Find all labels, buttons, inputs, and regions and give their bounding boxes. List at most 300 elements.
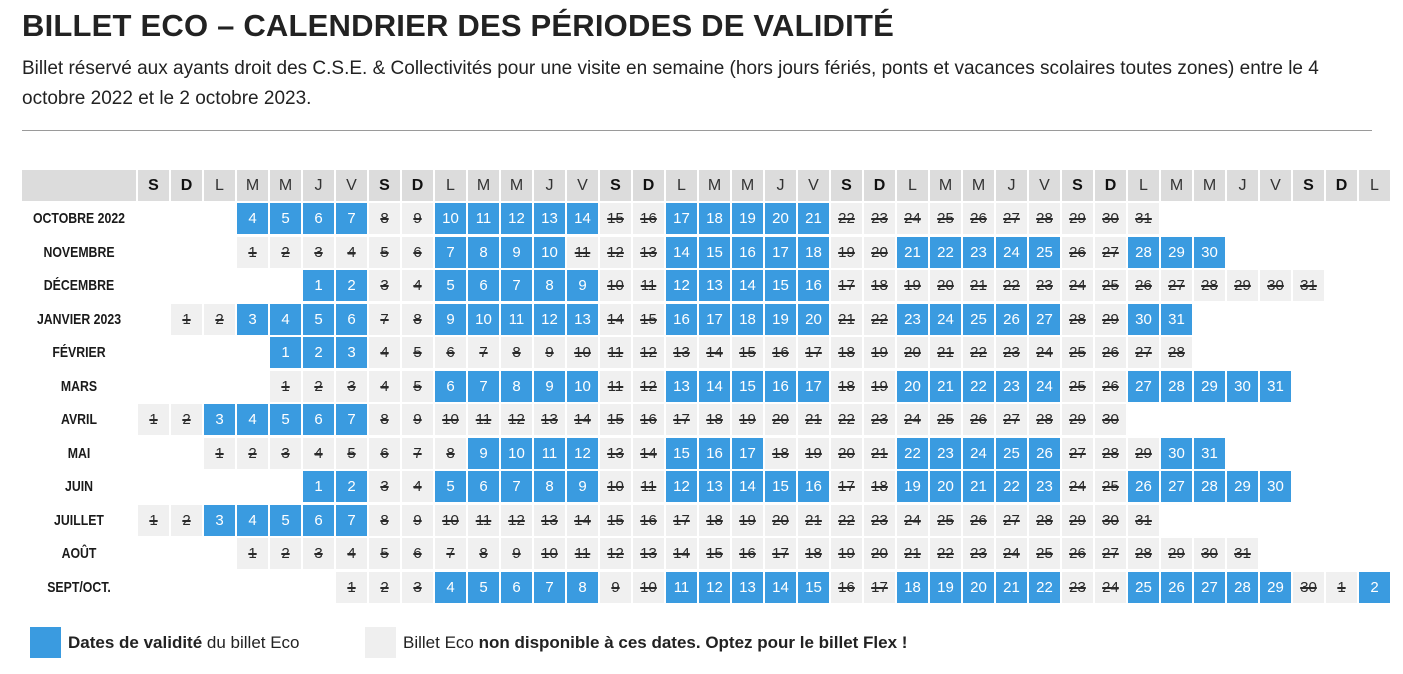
unavailable-day-cell: 1 bbox=[270, 371, 301, 402]
valid-day-cell: 16 bbox=[699, 438, 730, 469]
empty-cell bbox=[171, 371, 202, 402]
weekday-header-cell: V bbox=[798, 170, 829, 201]
valid-day-cell: 23 bbox=[1029, 471, 1060, 502]
valid-day-cell: 14 bbox=[765, 572, 796, 603]
unavailable-day-cell: 29 bbox=[1161, 538, 1192, 569]
unavailable-day-cell: 9 bbox=[402, 404, 433, 435]
valid-day-cell: 27 bbox=[1161, 471, 1192, 502]
unavailable-day-cell: 8 bbox=[369, 505, 400, 536]
valid-day-cell: 4 bbox=[237, 203, 268, 234]
weekday-header-cell: M bbox=[1161, 170, 1192, 201]
valid-day-cell: 5 bbox=[435, 471, 466, 502]
empty-cell bbox=[237, 471, 268, 502]
unavailable-day-cell: 12 bbox=[633, 337, 664, 368]
weekday-header-cell: J bbox=[534, 170, 565, 201]
valid-day-cell: 12 bbox=[567, 438, 598, 469]
valid-day-cell: 12 bbox=[534, 304, 565, 335]
empty-cell bbox=[1161, 505, 1192, 536]
valid-day-cell: 26 bbox=[1029, 438, 1060, 469]
empty-cell bbox=[1359, 471, 1390, 502]
unavailable-day-cell: 22 bbox=[996, 270, 1027, 301]
unavailable-day-cell: 16 bbox=[633, 505, 664, 536]
weekday-header-cell: D bbox=[402, 170, 433, 201]
valid-day-cell: 30 bbox=[1194, 237, 1225, 268]
valid-day-cell: 22 bbox=[897, 438, 928, 469]
valid-day-cell: 27 bbox=[1029, 304, 1060, 335]
unavailable-day-cell: 1 bbox=[1326, 572, 1357, 603]
valid-day-cell: 21 bbox=[930, 371, 961, 402]
unavailable-day-cell: 24 bbox=[996, 538, 1027, 569]
unavailable-day-cell: 4 bbox=[369, 371, 400, 402]
valid-day-cell: 26 bbox=[996, 304, 1027, 335]
unavailable-day-cell: 9 bbox=[402, 505, 433, 536]
empty-cell bbox=[237, 371, 268, 402]
valid-day-cell: 1 bbox=[270, 337, 301, 368]
valid-day-cell: 9 bbox=[567, 471, 598, 502]
valid-day-cell: 24 bbox=[963, 438, 994, 469]
unavailable-day-cell: 28 bbox=[1161, 337, 1192, 368]
valid-day-cell: 19 bbox=[732, 203, 763, 234]
page-subtitle: Billet réservé aux ayants droit des C.S.E. & Collectivités pour une visite en semaine (hors jours fériés, ponts et vacances scolaires toutes zones) entre le 4 octobre 2022 et le 2 octobre 2023. bbox=[22, 58, 1319, 109]
valid-day-cell: 20 bbox=[930, 471, 961, 502]
empty-cell bbox=[237, 270, 268, 301]
unavailable-day-cell: 26 bbox=[1095, 371, 1126, 402]
month-label: AVRIL bbox=[60, 411, 97, 429]
valid-day-cell: 29 bbox=[1227, 471, 1258, 502]
valid-day-cell: 21 bbox=[798, 203, 829, 234]
empty-cell bbox=[171, 203, 202, 234]
unavailable-day-cell: 1 bbox=[336, 572, 367, 603]
valid-day-cell: 11 bbox=[666, 572, 697, 603]
valid-day-cell: 6 bbox=[468, 471, 499, 502]
empty-cell bbox=[1161, 404, 1192, 435]
empty-cell bbox=[171, 572, 202, 603]
valid-day-cell: 13 bbox=[699, 471, 730, 502]
unavailable-day-cell: 20 bbox=[864, 538, 895, 569]
valid-day-cell: 10 bbox=[534, 237, 565, 268]
valid-day-cell: 30 bbox=[1260, 471, 1291, 502]
unavailable-day-cell: 10 bbox=[633, 572, 664, 603]
valid-day-cell: 4 bbox=[237, 505, 268, 536]
unavailable-day-cell: 18 bbox=[831, 371, 862, 402]
valid-day-cell: 12 bbox=[501, 203, 532, 234]
empty-cell bbox=[1293, 337, 1324, 368]
unavailable-day-cell: 13 bbox=[633, 538, 664, 569]
valid-day-cell: 29 bbox=[1260, 572, 1291, 603]
unavailable-day-cell: 2 bbox=[270, 538, 301, 569]
weekday-header-cell: S bbox=[1062, 170, 1093, 201]
unavailable-day-cell: 19 bbox=[732, 505, 763, 536]
valid-day-cell: 24 bbox=[1029, 371, 1060, 402]
valid-day-cell: 11 bbox=[534, 438, 565, 469]
valid-day-cell: 31 bbox=[1260, 371, 1291, 402]
weekday-header-cell: D bbox=[633, 170, 664, 201]
unavailable-day-cell: 28 bbox=[1095, 438, 1126, 469]
unavailable-day-cell: 30 bbox=[1095, 203, 1126, 234]
weekday-header-cell: J bbox=[1227, 170, 1258, 201]
unavailable-day-cell: 23 bbox=[1062, 572, 1093, 603]
empty-cell bbox=[1161, 203, 1192, 234]
unavailable-day-cell: 27 bbox=[1161, 270, 1192, 301]
unavailable-day-cell: 12 bbox=[501, 404, 532, 435]
unavailable-day-cell: 5 bbox=[336, 438, 367, 469]
empty-cell bbox=[1326, 304, 1357, 335]
empty-cell bbox=[1227, 505, 1258, 536]
valid-day-cell: 4 bbox=[270, 304, 301, 335]
unavailable-day-cell: 31 bbox=[1128, 505, 1159, 536]
unavailable-day-cell: 18 bbox=[699, 404, 730, 435]
unavailable-day-cell: 7 bbox=[369, 304, 400, 335]
month-label: JUIN bbox=[64, 478, 94, 496]
unavailable-day-cell: 11 bbox=[567, 538, 598, 569]
unavailable-day-cell: 19 bbox=[798, 438, 829, 469]
weekday-header-cell: M bbox=[468, 170, 499, 201]
valid-day-cell: 6 bbox=[435, 371, 466, 402]
unavailable-day-cell: 23 bbox=[864, 203, 895, 234]
unavailable-day-cell: 15 bbox=[600, 505, 631, 536]
valid-day-cell: 2 bbox=[336, 471, 367, 502]
valid-day-cell: 3 bbox=[204, 505, 235, 536]
unavailable-day-cell: 11 bbox=[633, 270, 664, 301]
empty-cell bbox=[1194, 304, 1225, 335]
valid-day-cell: 20 bbox=[798, 304, 829, 335]
valid-day-cell: 5 bbox=[270, 203, 301, 234]
month-row bbox=[22, 304, 1390, 335]
unavailable-day-cell: 3 bbox=[369, 471, 400, 502]
unavailable-day-cell: 27 bbox=[996, 404, 1027, 435]
empty-cell bbox=[1326, 371, 1357, 402]
unavailable-day-cell: 30 bbox=[1095, 404, 1126, 435]
unavailable-day-cell: 24 bbox=[897, 203, 928, 234]
unavailable-day-cell: 17 bbox=[765, 538, 796, 569]
unavailable-day-cell: 22 bbox=[831, 404, 862, 435]
weekday-header-cell: S bbox=[138, 170, 169, 201]
valid-day-cell: 29 bbox=[1161, 237, 1192, 268]
unavailable-day-cell: 12 bbox=[600, 237, 631, 268]
empty-cell bbox=[138, 304, 169, 335]
legend-unavailable-bold: non disponible à ces dates. Optez pour le billet Flex ! bbox=[478, 632, 908, 652]
valid-day-cell: 2 bbox=[303, 337, 334, 368]
empty-cell bbox=[204, 538, 235, 569]
unavailable-day-cell: 30 bbox=[1095, 505, 1126, 536]
unavailable-day-cell: 1 bbox=[237, 538, 268, 569]
unavailable-day-cell: 19 bbox=[864, 371, 895, 402]
unavailable-day-cell: 17 bbox=[666, 404, 697, 435]
unavailable-day-cell: 26 bbox=[963, 203, 994, 234]
legend-valid-rest: du billet Eco bbox=[202, 632, 300, 652]
unavailable-day-cell: 6 bbox=[402, 538, 433, 569]
valid-day-cell: 13 bbox=[534, 203, 565, 234]
valid-day-cell: 18 bbox=[897, 572, 928, 603]
unavailable-day-cell: 2 bbox=[270, 237, 301, 268]
valid-day-cell: 6 bbox=[468, 270, 499, 301]
valid-day-cell: 17 bbox=[732, 438, 763, 469]
unavailable-day-cell: 17 bbox=[831, 471, 862, 502]
valid-day-cell: 3 bbox=[204, 404, 235, 435]
unavailable-day-cell: 4 bbox=[402, 471, 433, 502]
unavailable-day-cell: 29 bbox=[1062, 203, 1093, 234]
valid-day-cell: 7 bbox=[336, 505, 367, 536]
unavailable-day-cell: 27 bbox=[1095, 538, 1126, 569]
empty-cell bbox=[138, 337, 169, 368]
month-label: FÉVRIER bbox=[52, 344, 106, 362]
unavailable-day-cell: 30 bbox=[1293, 572, 1324, 603]
empty-cell bbox=[1194, 505, 1225, 536]
unavailable-day-cell: 13 bbox=[666, 337, 697, 368]
empty-cell bbox=[303, 572, 334, 603]
unavailable-day-cell: 14 bbox=[699, 337, 730, 368]
month-row bbox=[22, 404, 1390, 435]
unavailable-day-cell: 23 bbox=[996, 337, 1027, 368]
unavailable-day-cell: 28 bbox=[1029, 404, 1060, 435]
unavailable-day-cell: 21 bbox=[864, 438, 895, 469]
empty-cell bbox=[1227, 237, 1258, 268]
empty-cell bbox=[1293, 304, 1324, 335]
valid-day-cell: 6 bbox=[303, 203, 334, 234]
empty-cell bbox=[1326, 203, 1357, 234]
empty-cell bbox=[1326, 237, 1357, 268]
unavailable-day-cell: 19 bbox=[831, 237, 862, 268]
unavailable-day-cell: 10 bbox=[534, 538, 565, 569]
valid-day-cell: 22 bbox=[1029, 572, 1060, 603]
unavailable-day-cell: 3 bbox=[303, 538, 334, 569]
weekday-header-cell: S bbox=[831, 170, 862, 201]
empty-cell bbox=[1260, 304, 1291, 335]
unavailable-day-cell: 2 bbox=[303, 371, 334, 402]
unavailable-day-cell: 18 bbox=[765, 438, 796, 469]
valid-day-cell: 6 bbox=[501, 572, 532, 603]
empty-cell bbox=[171, 438, 202, 469]
valid-day-cell: 21 bbox=[963, 471, 994, 502]
unavailable-day-cell: 11 bbox=[633, 471, 664, 502]
valid-day-cell: 5 bbox=[435, 270, 466, 301]
unavailable-day-cell: 28 bbox=[1194, 270, 1225, 301]
empty-cell bbox=[138, 538, 169, 569]
valid-day-cell: 1 bbox=[303, 471, 334, 502]
valid-day-cell: 23 bbox=[996, 371, 1027, 402]
unavailable-day-cell: 14 bbox=[600, 304, 631, 335]
valid-day-cell: 20 bbox=[963, 572, 994, 603]
unavailable-day-cell: 7 bbox=[402, 438, 433, 469]
empty-cell bbox=[1293, 438, 1324, 469]
empty-cell bbox=[204, 371, 235, 402]
valid-day-cell: 12 bbox=[699, 572, 730, 603]
valid-day-cell: 7 bbox=[336, 203, 367, 234]
valid-day-cell: 18 bbox=[699, 203, 730, 234]
empty-cell bbox=[171, 237, 202, 268]
valid-day-cell: 10 bbox=[435, 203, 466, 234]
unavailable-day-cell: 25 bbox=[1029, 538, 1060, 569]
unavailable-day-cell: 10 bbox=[600, 471, 631, 502]
valid-day-cell: 23 bbox=[930, 438, 961, 469]
month-row bbox=[22, 371, 1390, 402]
empty-cell bbox=[1326, 438, 1357, 469]
month-label: JANVIER 2023 bbox=[36, 310, 122, 328]
empty-cell bbox=[204, 337, 235, 368]
empty-cell bbox=[1227, 404, 1258, 435]
unavailable-day-cell: 5 bbox=[402, 371, 433, 402]
valid-day-cell: 14 bbox=[699, 371, 730, 402]
valid-day-cell: 17 bbox=[765, 237, 796, 268]
empty-cell bbox=[171, 337, 202, 368]
unavailable-day-cell: 15 bbox=[600, 404, 631, 435]
empty-cell bbox=[1326, 337, 1357, 368]
valid-day-cell: 25 bbox=[1128, 572, 1159, 603]
empty-cell bbox=[138, 237, 169, 268]
empty-cell bbox=[1293, 471, 1324, 502]
unavailable-day-cell: 10 bbox=[567, 337, 598, 368]
empty-cell bbox=[1293, 404, 1324, 435]
empty-cell bbox=[171, 471, 202, 502]
weekday-header-cell: L bbox=[1359, 170, 1390, 201]
valid-day-cell: 18 bbox=[732, 304, 763, 335]
empty-cell bbox=[1359, 203, 1390, 234]
valid-day-cell: 4 bbox=[435, 572, 466, 603]
unavailable-day-cell: 18 bbox=[699, 505, 730, 536]
valid-day-cell: 23 bbox=[897, 304, 928, 335]
valid-day-cell: 8 bbox=[468, 237, 499, 268]
unavailable-day-cell: 11 bbox=[567, 237, 598, 268]
weekday-header-cell: S bbox=[369, 170, 400, 201]
unavailable-day-cell: 21 bbox=[963, 270, 994, 301]
valid-day-cell: 5 bbox=[303, 304, 334, 335]
unavailable-day-cell: 3 bbox=[270, 438, 301, 469]
empty-cell bbox=[270, 572, 301, 603]
weekday-header-cell: V bbox=[567, 170, 598, 201]
valid-day-cell: 31 bbox=[1161, 304, 1192, 335]
unavailable-day-cell: 27 bbox=[1095, 237, 1126, 268]
unavailable-day-cell: 17 bbox=[666, 505, 697, 536]
empty-cell bbox=[1359, 404, 1390, 435]
valid-day-cell: 7 bbox=[468, 371, 499, 402]
unavailable-day-cell: 18 bbox=[864, 270, 895, 301]
valid-day-cell: 3 bbox=[237, 304, 268, 335]
unavailable-day-cell: 6 bbox=[402, 237, 433, 268]
unavailable-day-cell: 1 bbox=[171, 304, 202, 335]
unavailable-day-cell: 15 bbox=[732, 337, 763, 368]
valid-day-cell: 11 bbox=[501, 304, 532, 335]
unavailable-day-cell: 10 bbox=[600, 270, 631, 301]
weekday-header-cell: V bbox=[336, 170, 367, 201]
unavailable-day-cell: 8 bbox=[402, 304, 433, 335]
unavailable-day-cell: 2 bbox=[369, 572, 400, 603]
valid-day-cell: 14 bbox=[666, 237, 697, 268]
valid-day-cell: 15 bbox=[798, 572, 829, 603]
legend-valid-bold: Dates de validité bbox=[68, 632, 203, 652]
empty-cell bbox=[1359, 270, 1390, 301]
valid-day-cell: 29 bbox=[1194, 371, 1225, 402]
valid-day-cell: 12 bbox=[666, 270, 697, 301]
valid-day-cell: 30 bbox=[1227, 371, 1258, 402]
valid-day-cell: 12 bbox=[666, 471, 697, 502]
unavailable-day-cell: 12 bbox=[501, 505, 532, 536]
unavailable-day-cell: 31 bbox=[1293, 270, 1324, 301]
empty-cell bbox=[1260, 538, 1291, 569]
weekday-header-cell: L bbox=[1128, 170, 1159, 201]
month-label: OCTOBRE 2022 bbox=[32, 210, 126, 227]
unavailable-day-cell: 2 bbox=[171, 404, 202, 435]
unavailable-day-cell: 1 bbox=[138, 404, 169, 435]
empty-cell bbox=[237, 572, 268, 603]
unavailable-day-cell: 26 bbox=[1128, 270, 1159, 301]
unavailable-day-cell: 24 bbox=[897, 404, 928, 435]
valid-day-cell: 9 bbox=[435, 304, 466, 335]
header-corner bbox=[22, 170, 136, 201]
unavailable-day-cell: 14 bbox=[666, 538, 697, 569]
empty-cell bbox=[1359, 438, 1390, 469]
empty-cell bbox=[1128, 404, 1159, 435]
empty-cell bbox=[1260, 505, 1291, 536]
valid-day-cell: 26 bbox=[1128, 471, 1159, 502]
empty-cell bbox=[237, 337, 268, 368]
weekday-header-cell: V bbox=[1260, 170, 1291, 201]
unavailable-day-cell: 28 bbox=[1062, 304, 1093, 335]
unavailable-day-cell: 2 bbox=[171, 505, 202, 536]
unavailable-day-cell: 4 bbox=[336, 237, 367, 268]
unavailable-day-cell: 1 bbox=[204, 438, 235, 469]
empty-cell bbox=[1293, 538, 1324, 569]
empty-cell bbox=[138, 371, 169, 402]
empty-cell bbox=[270, 471, 301, 502]
empty-cell bbox=[1194, 404, 1225, 435]
unavailable-day-cell: 20 bbox=[930, 270, 961, 301]
weekday-header-cell: D bbox=[1095, 170, 1126, 201]
empty-cell bbox=[1326, 538, 1357, 569]
unavailable-day-cell: 22 bbox=[930, 538, 961, 569]
month-label: NOVEMBRE bbox=[43, 243, 115, 261]
empty-cell bbox=[138, 438, 169, 469]
unavailable-day-cell: 24 bbox=[1062, 471, 1093, 502]
valid-day-cell: 15 bbox=[699, 237, 730, 268]
unavailable-day-cell: 28 bbox=[1029, 203, 1060, 234]
valid-day-cell: 14 bbox=[567, 203, 598, 234]
month-row bbox=[22, 538, 1390, 569]
empty-cell bbox=[1260, 237, 1291, 268]
unavailable-day-cell: 20 bbox=[897, 337, 928, 368]
valid-day-cell: 28 bbox=[1161, 371, 1192, 402]
weekday-header-cell: D bbox=[1326, 170, 1357, 201]
unavailable-day-cell: 24 bbox=[1095, 572, 1126, 603]
valid-day-cell: 19 bbox=[765, 304, 796, 335]
valid-day-cell: 13 bbox=[699, 270, 730, 301]
unavailable-day-cell: 18 bbox=[831, 337, 862, 368]
unavailable-day-cell: 13 bbox=[600, 438, 631, 469]
unavailable-day-cell: 16 bbox=[831, 572, 862, 603]
valid-day-cell: 7 bbox=[435, 237, 466, 268]
month-row bbox=[22, 438, 1390, 469]
unavailable-day-cell: 15 bbox=[600, 203, 631, 234]
unavailable-day-cell: 24 bbox=[1062, 270, 1093, 301]
unavailable-day-cell: 2 bbox=[204, 304, 235, 335]
month-row bbox=[22, 471, 1390, 502]
unavailable-day-cell: 29 bbox=[1227, 270, 1258, 301]
legend-unavailable-swatch bbox=[365, 627, 396, 658]
empty-cell bbox=[1260, 203, 1291, 234]
month-label: MARS bbox=[60, 377, 98, 395]
valid-day-cell: 17 bbox=[699, 304, 730, 335]
unavailable-day-cell: 11 bbox=[600, 371, 631, 402]
valid-day-cell: 23 bbox=[963, 237, 994, 268]
month-rows bbox=[22, 203, 1390, 603]
unavailable-day-cell: 13 bbox=[534, 505, 565, 536]
unavailable-day-cell: 19 bbox=[831, 538, 862, 569]
weekday-header-cell: D bbox=[864, 170, 895, 201]
unavailable-day-cell: 13 bbox=[534, 404, 565, 435]
unavailable-day-cell: 26 bbox=[963, 404, 994, 435]
unavailable-day-cell: 25 bbox=[930, 505, 961, 536]
unavailable-day-cell: 22 bbox=[963, 337, 994, 368]
empty-cell bbox=[1260, 337, 1291, 368]
